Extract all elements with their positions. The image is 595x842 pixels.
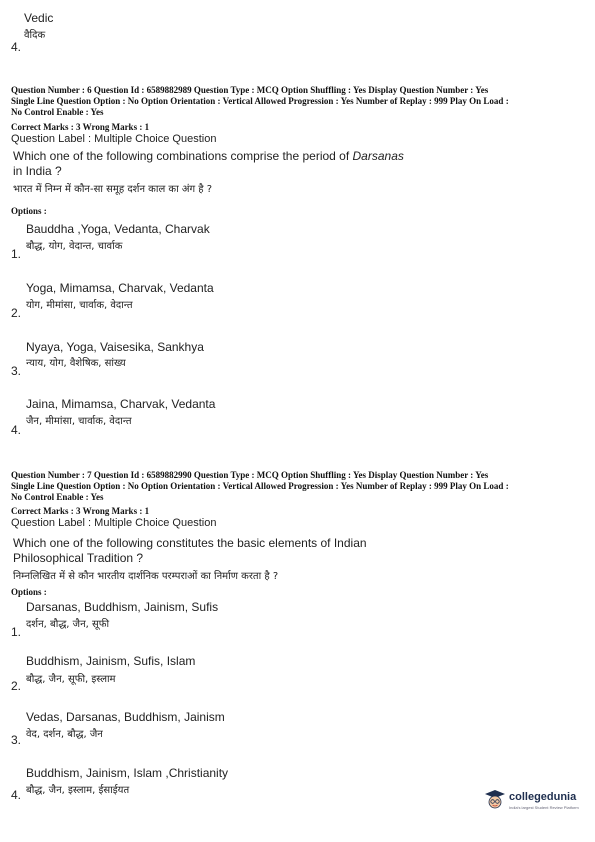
watermark-tagline: India's largest Student Review Platform [509, 805, 579, 810]
q7-option-1-hindi: दर्शन, बौद्ध, जैन, सूफी [26, 619, 110, 630]
q7-option-3-number: 3. [11, 733, 22, 747]
q6-question-text [13, 150, 433, 163]
watermark-brand: collegedunia [509, 791, 577, 803]
q7-question-text-hindi: निम्नलिखित में से कौन भारतीय दार्शनिक परम्पराओं का निर्माण करता है ? [13, 571, 279, 582]
q6-meta-line-3: No Control Enable : Yes [11, 107, 104, 117]
q6-option-3-english: Nyaya, Yoga, Vaisesika, Sankhya [26, 340, 204, 354]
q7-option-2-hindi: बौद्ध, जैन, सूफी, इस्लाम [26, 674, 116, 685]
q7-question-label: Question Label : Multiple Choice Question [11, 517, 217, 529]
q7-option-2-english: Buddhism, Jainism, Sufis, Islam [26, 654, 196, 668]
q7-text-line-2: Philosophical Tradition ? [13, 551, 144, 565]
q6-option-2-hindi: योग, मीमांसा, चार्वाक, वेदान्त [26, 300, 133, 311]
q6-option-1-number: 1. [11, 247, 22, 261]
q7-option-2-number: 2. [11, 679, 22, 693]
prev-option-4-number: 4. [11, 40, 22, 54]
q7-option-1-english: Darsanas, Buddhism, Jainism, Sufis [26, 600, 219, 614]
q7-option-3-hindi: वेद, दर्शन, बौद्ध, जैन [26, 729, 103, 740]
prev-option-4-hindi: वैदिक [24, 30, 46, 41]
graduate-mascot-icon [484, 789, 506, 811]
q6-meta-line-2: Single Line Question Option : No Option Orientation : Vertical Allowed Progression : Yes Number of Replay : 999 Play On Load : [11, 96, 509, 106]
q6-text-line-2: in India ? [13, 164, 62, 178]
q6-option-3-number: 3. [11, 364, 22, 378]
prev-option-4-english: Vedic [24, 11, 54, 25]
q7-option-4-number: 4. [11, 788, 22, 802]
q6-option-3-hindi: न्याय, योग, वैशेषिक, सांख्य [26, 358, 126, 369]
q6-option-2-number: 2. [11, 306, 22, 320]
q6-question-label: Question Label : Multiple Choice Question [11, 133, 217, 145]
q7-option-4-hindi: बौद्ध, जैन, इस्लाम, ईसाईयत [26, 785, 130, 796]
q7-text-line-1: Which one of the following constitutes the basic elements of Indian [13, 536, 367, 550]
q7-meta-line-2: Single Line Question Option : No Option Orientation : Vertical Allowed Progression : Yes Number of Replay : 999 Play On Load : [11, 481, 509, 491]
q6-question-text-hindi: भारत में निम्न में कौन-सा समूह दर्शन काल का अंग है ? [13, 184, 213, 195]
q7-option-4-english: Buddhism, Jainism, Islam ,Christianity [26, 766, 229, 780]
q7-option-1-number: 1. [11, 625, 22, 639]
q7-options-heading: Options : [11, 587, 47, 597]
q6-marks: Correct Marks : 3 Wrong Marks : 1 [11, 122, 150, 132]
q7-meta-line-3: No Control Enable : Yes [11, 492, 104, 502]
q6-option-1-english: Bauddha ,Yoga, Vedanta, Charvak [26, 222, 210, 236]
q6-options-heading: Options : [11, 206, 47, 216]
q6-option-1-hindi: बौद्ध, योग, वेदान्त, चार्वाक [26, 241, 123, 252]
q6-option-2-english: Yoga, Mimamsa, Charvak, Vedanta [26, 281, 214, 295]
q7-meta-line-1: Question Number : 7 Question Id : 6589882990 Question Type : MCQ Option Shuffling : Yes Display Question Number : Yes [11, 470, 489, 480]
q6-meta-line-1: Question Number : 6 Question Id : 6589882989 Question Type : MCQ Option Shuffling : Yes Display Question Number : Yes [11, 85, 489, 95]
q6-option-4-hindi: जैन, मीमांसा, चार्वाक, वेदान्त [26, 416, 132, 427]
q6-text-line-1: Which one of the following combinations comprise the period of [13, 149, 353, 163]
collegedunia-watermark[interactable] [484, 789, 584, 815]
q7-option-3-english: Vedas, Darsanas, Buddhism, Jainism [26, 710, 225, 724]
q6-text-emphasis: Darsanas [352, 149, 404, 163]
q6-option-4-english: Jaina, Mimamsa, Charvak, Vedanta [26, 397, 216, 411]
q6-option-4-number: 4. [11, 423, 22, 437]
q7-marks: Correct Marks : 3 Wrong Marks : 1 [11, 506, 150, 516]
